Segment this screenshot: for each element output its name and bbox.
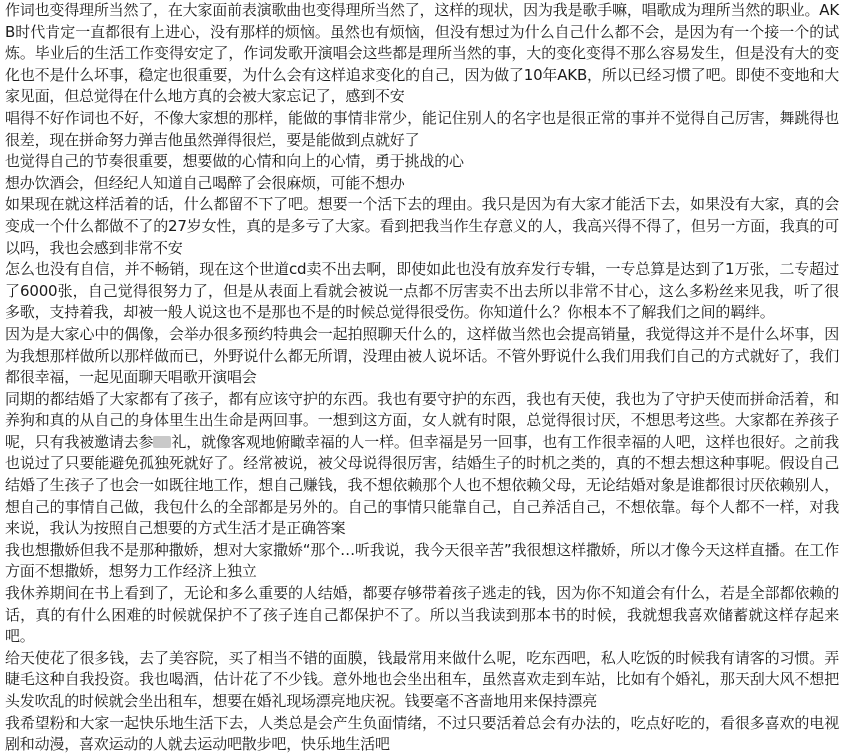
- paragraph: 因为是大家心中的偶像，会举办很多预约特典会一起拍照聊天什么的，这样做当然也会提高销量，我觉得这并不是什么坏事，因为我想那样做所以那样做而已，外野说什么都无所谓，没理由被人说坏话。不管外野说什么我们用我们自己的方式就好了，我们都很幸福，一起见面聊天唱歌开演唱会: [5, 324, 839, 387]
- paragraph: 唱得不好作词也不好，不像大家想的那样，能做的事情非常少，能记住别人的名字也是很正常的事并不觉得自己厉害，舞跳得也很差，现在拼命努力弹吉他虽然弹得很烂，要是能做到点就好了: [5, 108, 839, 149]
- paragraph: 我也想撒娇但我不是那种撒娇，想对大家撒娇“那个…听我说，我今天很辛苦”我很想这样撒娇，所以才像今天这样直播。在工作方面不想撒娇，想努力工作经济上独立: [5, 540, 839, 581]
- paragraph: 如果现在就这样活着的话，什么都留不下了吧。想要一个活下去的理由。我只是因为有大家才能活下去，如果没有大家，真的会变成一个什么都做不了的27岁女性，真的是多亏了大家。看到把我当作生存意义的人，我高兴得不得了，但另一方面，我真的可以吗，我也会感到非常不安: [5, 195, 839, 257]
- paragraph: 给天使花了很多钱，去了美容院，买了相当不错的面膜，钱最常用来做什么呢，吃东西吧，私人吃饭的时候我有请客的习惯。弄睫毛这种自我投资。我也喝酒，估计花了不少钱。意外地也会坐出租车，虽然喜欢走到车站，比如有个婚礼，那天刮大风不想把头发吹乱的时候就会坐出租车，想要在婚礼现场漂亮地庆祝。钱要毫不吝啬地用来保持漂亮: [5, 648, 839, 710]
- paragraph: 怎么也没有自信，并不畅销，现在这个世道cd卖不出去啊，即使如此也没有放弃发行专辑，一专总算是达到了1万张，二专超过了6000张，自己觉得很努力了，但是从表面上看就会被说一点都不厉害卖不出去所以非常不甘心，这么多粉丝来见我，听了很多歌，支持着我，却被一般人说这也不是那也不是的时候总觉得很受伤。你知道什么？你根本不了解我们之间的羁绊。: [5, 260, 839, 322]
- paragraph: 我休养期间在书上看到了，无论和多么重要的人结婚，都要存够带着孩子逃走的钱，因为你不知道会有什么，若是全部都依赖的话，真的有什么困难的时候就保护不了孩子连自己都保护不了。所以当我读到那本书的时候，我就想我喜欢储蓄就这样存起来吧。: [5, 584, 839, 646]
- paragraph: [5, 389, 839, 540]
- paragraph-text: 同期的都结婚了大家都有了孩子，都有应该守护的东西。我也有要守护的东西，我也有天使，我也为了守护天使而拼命活着，和养狗和真的从自己的身体里生出生命是两回事。一想到这方面，女人就有时限，总觉得很讨厌，不想思考这些。大家都在养孩子呢，只有我被邀请去参: [5, 389, 839, 451]
- paragraph: 想办饮酒会，但经纪人知道自己喝醉了会很麻烦，可能不想办: [5, 173, 405, 192]
- paragraph: 作词也变得理所当然了，在大家面前表演歌曲也变得理所当然了，这样的现状，因为我是歌手嘛，唱歌成为理所当然的职业。AKB时代肯定一直都很有上进心，没有那样的烦恼。虽然也有烦恼，但没有想过为什么自己什么都不会，是因为有一个接一个的试炼。毕业后的生活工作变得安定了，作词发歌开演唱会这些都是理所当然的事，大的变化变得不那么容易发生，但是没有大的变化也不是什么坏事，稳定也很重要，为什么会有这样追求变化的自己，因为做了10年AKB，所以已经习惯了吧。即使不变地和大家见面，但总觉得在什么地方真的会被大家忘记了，感到不安: [5, 1, 839, 106]
- smudge-mark: [153, 436, 171, 448]
- paragraph: 也觉得自己的节奏很重要，想要做的心情和向上的心情，勇于挑战的心: [5, 152, 464, 171]
- paragraph: 我希望粉和大家一起快乐地生活下去，人类总是会产生负面情绪，不过只要活着总会有办法的，吃点好吃的，看很多喜欢的电视剧和动漫，喜欢运动的人就去运动吧散步吧，快乐地生活吧: [5, 713, 839, 754]
- paragraph-text: 礼，就像客观地俯瞰幸福的人一样。但幸福是另一回事，也有工作很幸福的人吧，这样也很好。之前我也说过了只要能避免孤独死就好了。经常被说，被父母说得很厉害，结婚生子的时机之类的，真的不想去想这种事呢。假设自己结婚了生孩子了也会一如既往地工作，想自己赚钱，我不想依赖那个人也不想依赖父母，无论结婚对象是谁都很讨厌依赖别人，想自己的事情自己做，我包什么的全部都是另外的。自己的事情只能靠自己，自己养活自己，不想依靠。每个人都不一样，对我来说，我认为按照自己想要的方式生活才是正确答案: [5, 432, 839, 538]
